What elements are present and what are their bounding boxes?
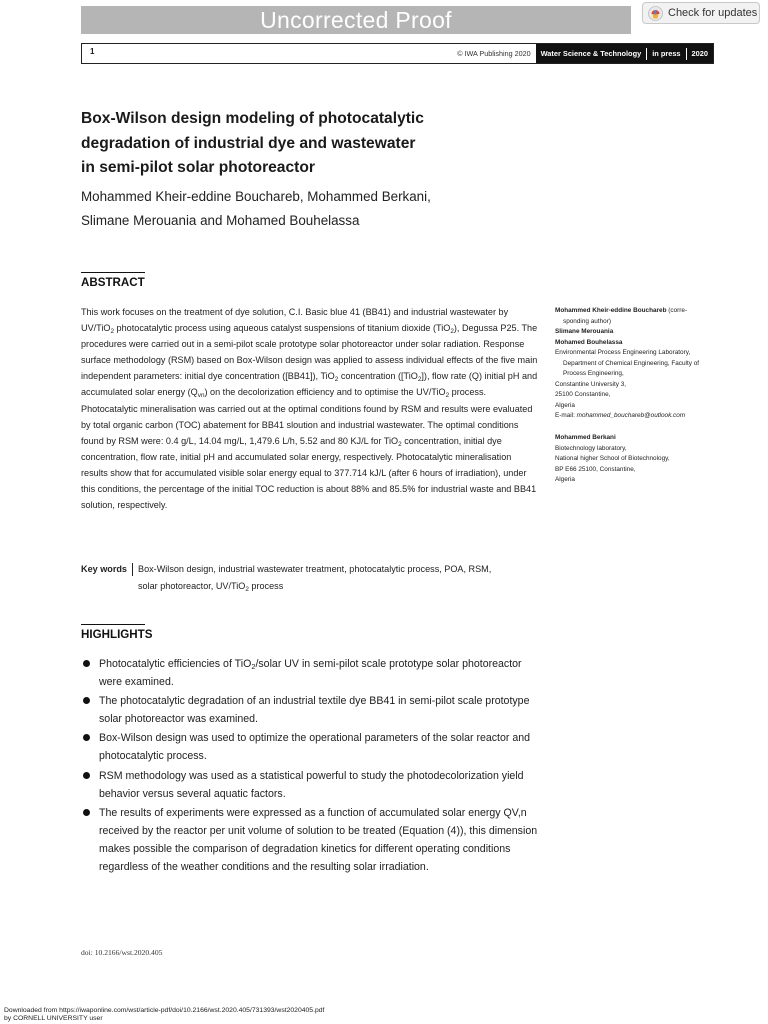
subscript: 2 (450, 328, 454, 336)
highlights-list (81, 655, 541, 877)
crossmark-icon (648, 6, 663, 21)
corresponding-note: (corre- (666, 307, 688, 314)
highlight-item (81, 729, 541, 765)
author-name: Mohamed Bouhelassa (555, 338, 623, 346)
doi-line[interactable]: doi: 10.2166/wst.2020.405 (81, 948, 163, 957)
keywords-label: Key words (81, 564, 127, 574)
header-separator (646, 48, 647, 60)
affiliation-line: Algeria (555, 401, 575, 409)
email-link[interactable]: mohammed_bouchareb@outlook.com (576, 412, 686, 419)
publication-status: in press (652, 49, 681, 58)
author-name: Mohammed Berkani (555, 434, 616, 441)
affiliation-line: National higher School of Biotechnology, (555, 455, 670, 462)
bullet-icon (83, 809, 90, 816)
article-title (81, 107, 501, 181)
keywords-line: process (248, 580, 284, 591)
article-authors (81, 185, 501, 233)
subscript: vn (197, 392, 205, 400)
bullet-icon (83, 697, 90, 704)
journal-name: Water Science & Technology (540, 49, 642, 58)
abstract-segment: process. Photocatalytic mineralisation was carried out at the optimal conditions found by RSM and results were evaluated by total organic carbon (TOC) abatement for BB41 sloution and industrial wastewater. The optimal conditions found by RSM were: 0.4 g/L, 14.04 mg/L, 1,479.6 L/h, 5.52 and 80 KJ/L for TiO (81, 387, 533, 446)
highlight-text: The photocatalytic degradation of an industrial textile dye BB41 in semi-pilot scale prototype solar photoreactor was examined. (99, 695, 530, 726)
highlight-text: The results of experiments were expressed as a function of accumulated solar energy QV,n received by the reactor per unit volume of solution to be treated (Equation (4)), this dimension makes possible the comparison of degradation kinetics for different operating conditions regardless of the weather conditions and the resulting solar irradiation. (99, 806, 538, 874)
heading-rule (81, 624, 145, 625)
keywords-separator (132, 563, 133, 576)
abstract-heading-text: ABSTRACT (81, 276, 145, 289)
subscript: 2 (110, 328, 115, 336)
title-line: in semi-pilot solar photoreactor (81, 159, 315, 176)
subscript: 2 (251, 662, 256, 671)
copyright-notice: © IWA Publishing 2020 (457, 49, 531, 58)
author-name: Slimane Merouania (555, 328, 614, 335)
author-line: Slimane Merouania and Mohamed Bouhelassa (81, 213, 360, 228)
abstract-segment: ) on the decolorization efficiency and to optimise the UV/TiO (204, 387, 446, 398)
email-label: E-mail: (555, 412, 577, 419)
download-stamp (4, 1007, 324, 1023)
abstract-text (81, 304, 539, 513)
banner-text: Uncorrected Proof (260, 7, 452, 33)
affiliation-line: Process Engineering, (563, 370, 624, 377)
highlight-item (81, 767, 541, 803)
highlights-heading (81, 628, 153, 641)
keywords-line: solar photoreactor, UV/TiO (138, 580, 246, 591)
keywords-line: Box-Wilson design, industrial wastewater treatment, photocatalytic process, POA, RSM, (138, 564, 492, 574)
affiliation-line: 25100 Constantine, (555, 391, 611, 398)
subscript: 2 (445, 392, 450, 400)
highlight-text: Photocatalytic efficiencies of TiO (99, 658, 252, 670)
abstract-segment: This work focuses on the treatment of dye solution, C.I. Basic blue 41 (BB41) and industrial wastewater by UV/TiO (81, 307, 509, 334)
abstract-segment: concentration ([TiO (338, 371, 418, 382)
check-for-updates-button[interactable] (642, 2, 760, 24)
subscript: 2 (334, 376, 339, 384)
keywords-list (138, 561, 491, 594)
highlight-item (81, 804, 541, 876)
author-line: Mohammed Kheir-eddine Bouchareb, Mohammed Berkani, (81, 189, 431, 204)
highlight-text: /solar UV in semi-pilot scale prototype solar photoreactor were examined. (99, 658, 522, 689)
title-line: Box-Wilson design modeling of photocatalytic (81, 110, 424, 127)
highlight-text: Box-Wilson design was used to optimize the operational parameters of the solar reactor and photocatalytic process. (99, 732, 531, 763)
page-number: 1 (90, 47, 95, 56)
affiliation-line: Biotechnology laboratory, (555, 444, 627, 452)
heading-rule (81, 272, 145, 273)
header-separator (686, 48, 687, 60)
author-name: Mohammed Kheir-eddine Bouchareb (555, 307, 667, 314)
journal-header-bar (81, 43, 714, 64)
affiliation-block-1 (555, 306, 715, 422)
keywords (81, 561, 541, 594)
affiliation-block-2 (555, 433, 715, 486)
bullet-icon (83, 660, 90, 667)
check-for-updates-label: Check for updates (668, 7, 758, 19)
abstract-segment: photocatalytic process using aqueous catalyst suspensions of titanium dioxide (TiO (114, 323, 451, 334)
highlights-heading-text: HIGHLIGHTS (81, 628, 153, 641)
affiliation-line: Algeria (555, 476, 575, 483)
download-line: Downloaded from https://iwaponline.com/wst/article-pdf/doi/10.2166/wst.2020.405/731393/wst2020405.pdf (4, 1007, 325, 1014)
affiliation-line: BP E66 25100, Constantine, (555, 465, 636, 473)
abstract-heading (81, 276, 145, 289)
corresponding-note: sponding author) (563, 317, 611, 325)
uncorrected-proof-banner (81, 6, 631, 34)
affiliation-line: Environmental Process Engineering Laboratory, (555, 349, 691, 356)
affiliation-line: Constantine University 3, (555, 380, 627, 388)
highlight-item (81, 655, 541, 691)
journal-name-block (536, 44, 713, 63)
subscript: 2 (417, 376, 422, 384)
affiliation-line: Department of Chemical Engineering, Faculty of (563, 359, 700, 367)
header-right (452, 44, 713, 63)
highlight-item (81, 692, 541, 728)
title-line: degradation of industrial dye and wastewater (81, 134, 416, 152)
subscript: 2 (245, 585, 249, 593)
highlight-text: RSM methodology was used as a statistical powerful to study the photodecolorization yield behavior versus several aquatic factors. (99, 769, 524, 800)
bullet-icon (83, 772, 90, 779)
download-line: by CORNELL UNIVERSITY user (4, 1015, 103, 1022)
abstract-segment: ), Degussa P25. The procedures were carried out in a semi-pilot scale prototype solar photoreactor under solar radiation. Response surface methodology (RSM) based on Box-Wilson design was applied to assess individual effects of the five main independent parameters: initial dye concentration ([BB41]), TiO (81, 323, 538, 382)
abstract-segment: concentration, initial dye concentration, flow rate, initial pH and accumulated solar energy, respectively. Photocatalytic mineralisation results show that for accumulated visible solar energy equal to 377.714 kJ/L (after 6 hours of irradiation), under this conditions, the percentage of the initial TOC reduction is about 88% and 85.5% for industrial waste and BB41 solution, respectively. (81, 435, 537, 511)
subscript: 2 (398, 440, 402, 448)
publication-year: 2020 (691, 49, 708, 58)
abstract-segment: ]), flow rate (Q) initial pH and accumulated solar energy (Q (81, 371, 538, 398)
bullet-icon (83, 734, 90, 741)
